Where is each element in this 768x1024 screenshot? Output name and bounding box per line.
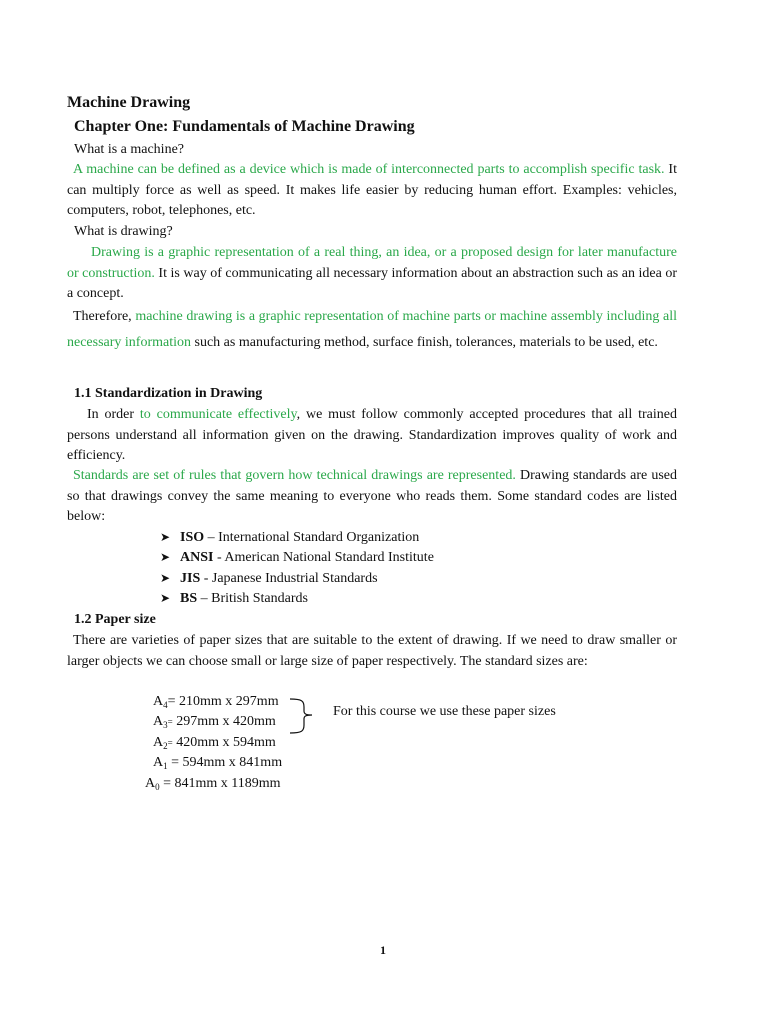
standard-description: - American National Standard Institute bbox=[213, 550, 434, 565]
arrow-bullet-icon: ➤ bbox=[160, 530, 171, 544]
paper-size-a2: $A_2= 420mm$ x 594mm bbox=[153, 735, 276, 751]
paragraph-standards bbox=[67, 466, 677, 528]
question-machine: What is a machine? bbox=[74, 142, 185, 157]
arrow-bullet-icon: ➤ bbox=[160, 550, 171, 564]
paper-size-a4: $A_4= 210mm$ x 297mm bbox=[153, 694, 279, 710]
standard-code: ISO bbox=[180, 530, 205, 545]
standard-code: ANSI bbox=[180, 550, 214, 565]
body-text: In order bbox=[87, 407, 140, 422]
question-drawing: What is drawing? bbox=[74, 224, 173, 239]
standard-description: - Japanese Industrial Standards bbox=[200, 571, 378, 586]
body-text: It is way of communicating all necessary information about an abstraction such as an idea or a concept. bbox=[67, 265, 677, 301]
paper-size-note: For this course we use these paper sizes bbox=[333, 704, 556, 719]
list-item-iso bbox=[160, 530, 419, 546]
body-text: Drawing standards are used so that drawings convey the same meaning to everyone who reads them. Some standard codes are listed below: bbox=[67, 468, 677, 524]
highlight-text: Drawing is a graphic representation of a real thing, an idea, or a proposed design for later manufacture or construction. bbox=[67, 245, 677, 281]
document-title: Machine Drawing bbox=[67, 94, 191, 111]
paragraph-paper-size: There are varieties of paper sizes that are suitable to the extent of drawing. If we need to draw smaller or larger objects we can choose small or large size of paper respectively. The standard sizes are: bbox=[67, 633, 677, 669]
list-item-ansi bbox=[160, 550, 434, 566]
arrow-bullet-icon: ➤ bbox=[160, 571, 171, 585]
paragraph-drawing-definition bbox=[67, 243, 677, 305]
paper-size-a3: $A_3= 297mm$ x 420mm bbox=[153, 714, 276, 730]
paragraph-standardization bbox=[67, 405, 677, 467]
standard-description: – International Standard Organization bbox=[204, 530, 420, 545]
highlight-text: Standards are set of rules that govern how technical drawings are represented. bbox=[73, 468, 516, 483]
body-text: It can multiply force as well as speed. It makes life easier by reducing human effort. Examples: vehicles, computers, robot, telephones, etc. bbox=[67, 162, 677, 218]
standard-description: – British Standards bbox=[197, 591, 308, 606]
body-text: Therefore, bbox=[73, 309, 136, 324]
paragraph-machine-definition bbox=[67, 160, 677, 222]
section-heading-standardization: 1.1 Standardization in Drawing bbox=[74, 386, 263, 401]
body-text: , we must follow commonly accepted procedures that all trained persons understand all information given on the drawing. Standardization improves quality of work and efficiency. bbox=[67, 407, 677, 463]
list-item-jis bbox=[160, 571, 378, 587]
standard-code: JIS bbox=[180, 571, 201, 586]
standard-code: BS bbox=[180, 591, 198, 606]
section-heading-paper-size: 1.2 Paper size bbox=[74, 612, 156, 627]
highlight-text: A machine can be defined as a device which is made of interconnected parts to accomplish specific task. bbox=[73, 162, 665, 177]
paragraph-machine-drawing bbox=[67, 304, 677, 356]
highlight-text: machine drawing is a graphic representation of machine parts or machine assembly including all necessary information bbox=[67, 309, 677, 350]
curly-brace-icon bbox=[288, 697, 328, 735]
paper-size-a0: $A_0 = 841mm$ x 1189mm bbox=[145, 776, 281, 792]
highlight-text: to communicate effectively bbox=[139, 407, 297, 422]
arrow-bullet-icon: ➤ bbox=[160, 591, 171, 605]
paper-size-a1: $A_1 = 594mm$ x 841mm bbox=[153, 755, 283, 771]
list-item-bs bbox=[160, 591, 308, 607]
chapter-heading: Chapter One: Fundamentals of Machine Drawing bbox=[74, 118, 415, 135]
body-text: such as manufacturing method, surface finish, tolerances, materials to be used, etc. bbox=[191, 335, 658, 350]
page-number: 1 bbox=[380, 943, 386, 957]
